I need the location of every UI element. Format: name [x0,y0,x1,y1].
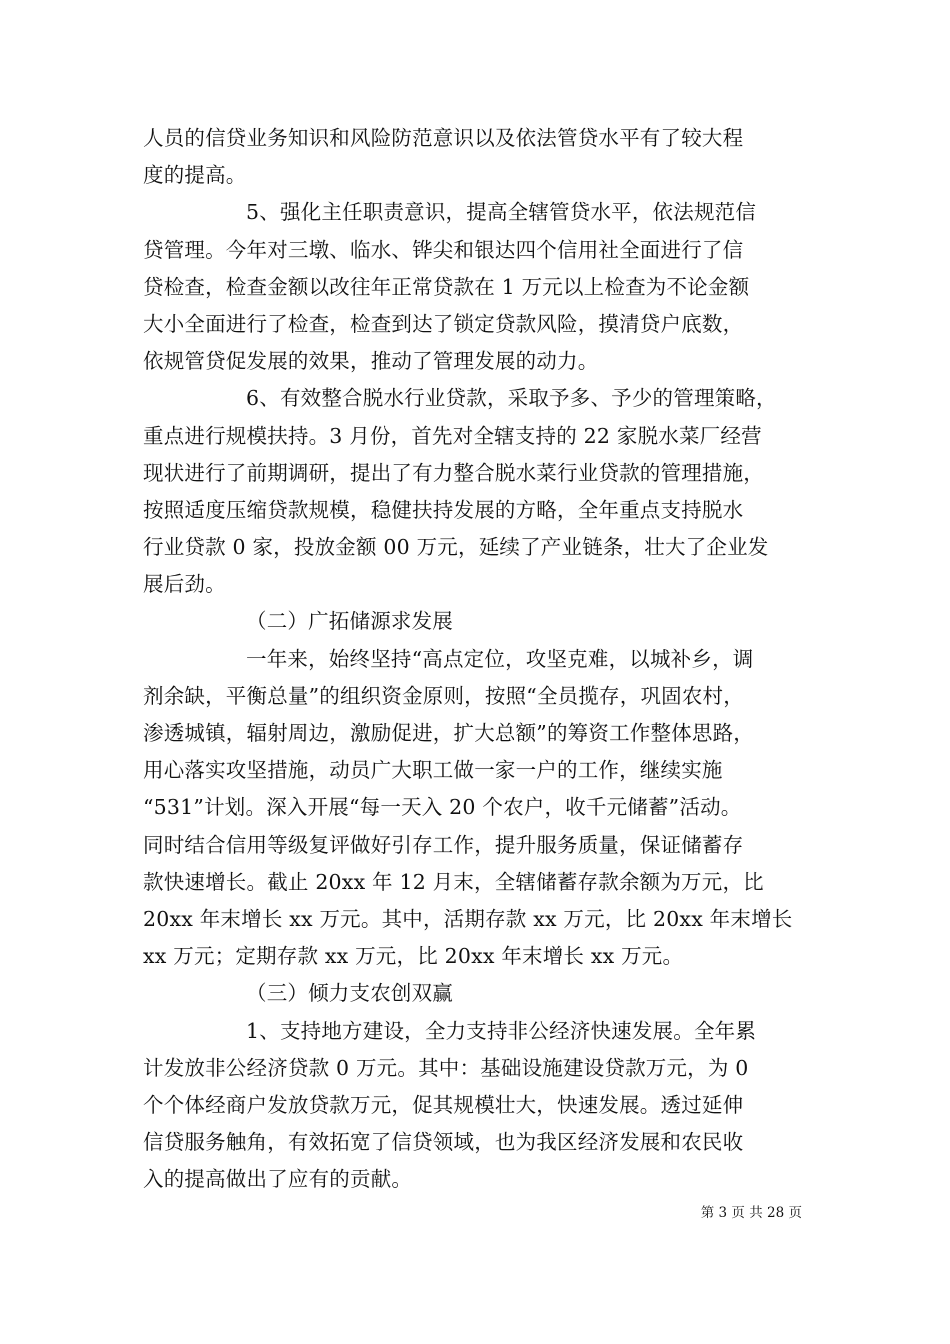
document-body [143,120,813,1198]
paragraph-start-savings: 一年来，始终坚持“高点定位，攻坚克难，以城补乡，调 [246,646,754,671]
text-line: 贷管理。今年对三墩、临水、铧尖和银达四个信用社全面进行了信 [143,237,744,262]
text-line: 现状进行了前期调研，提出了有力整合脱水菜行业贷款的管理措施， [143,460,764,485]
text-line: xx 万元；定期存款 xx 万元，比 20xx 年末增长 xx 万元。 [143,944,684,969]
text-line: 重点进行规模扶持。3 月份，首先对全辖支持的 22 家脱水菜厂经营 [143,423,762,448]
text-line: 剂余缺，平衡总量”的组织资金原则，按照“全员揽存，巩固农村， [143,683,744,708]
text-line: 20xx 年末增长 xx 万元。其中，活期存款 xx 万元，比 20xx 年末增长 [143,906,793,931]
page-number-footer: 第 3 页 共 28 页 [700,1205,802,1221]
text-line: 同时结合信用等级复评做好引存工作，提升服务质量，保证储蓄存 [143,832,744,857]
text-line: 行业贷款 0 家，投放金额 00 万元，延续了产业链条，壮大了企业发 [143,535,769,560]
text-line: 度的提高。 [143,163,247,188]
paragraph-start-5: 5、强化主任职责意识，提高全辖管贷水平，依法规范信 [246,200,757,225]
text-line: 大小全面进行了检查，检查到达了锁定贷款风险，摸清贷户底数， [143,311,744,336]
text-line: 计发放非公经济贷款 0 万元。其中：基础设施建设贷款万元，为 0 [143,1055,749,1080]
text-line: 贷检查，检查金额以改往年正常贷款在 1 万元以上检查为不论金额 [143,274,750,299]
paragraph-start-6: 6、有效整合脱水行业贷款，采取予多、予少的管理策略， [246,386,777,411]
text-line: 款快速增长。截止 20xx 年 12 月末，全辖储蓄存款余额为万元，比 [143,869,764,894]
text-line: “531”计划。深入开展“每一天入 20 个农户，收千元储蓄”活动。 [143,795,742,820]
section-heading-2: （二）广拓储源求发展 [246,609,453,634]
text-line: 信贷服务触角，有效拓宽了信贷领域，也为我区经济发展和农民收 [143,1130,744,1155]
paragraph-start-1: 1、支持地方建设，全力支持非公经济快速发展。全年累 [246,1018,757,1043]
section-heading-3: （三）倾力支农创双赢 [246,981,453,1006]
text-line: 渗透城镇，辐射周边，激励促进，扩大总额”的筹资工作整体思路， [143,721,754,745]
text-line: 用心落实攻坚措施，动员广大职工做一家一户的工作，继续实施 [143,758,723,783]
text-line: 入的提高做出了应有的贡献。 [143,1167,413,1192]
text-line: 展后劲。 [143,572,226,597]
text-line: 按照适度压缩贷款规模，稳健扶持发展的方略，全年重点支持脱水 [143,497,744,522]
text-line: 人员的信贷业务知识和风险防范意识以及依法管贷水平有了较大程 [143,126,744,150]
text-line: 依规管贷促发展的效果，推动了管理发展的动力。 [143,349,599,374]
text-line: 个个体经商户发放贷款万元，促其规模壮大，快速发展。透过延伸 [143,1092,744,1117]
